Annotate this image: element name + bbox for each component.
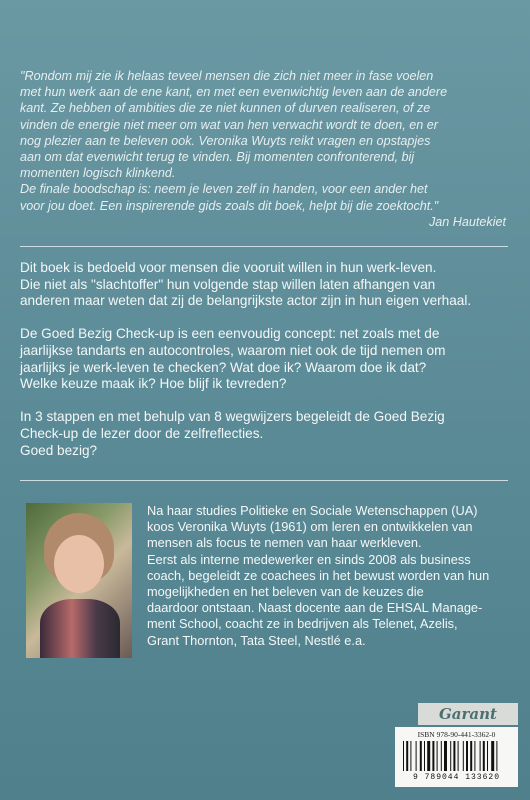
quote-line: aan om dat evenwicht terug te vinden. Bij momenten confronterend, bij bbox=[20, 150, 415, 165]
bio-line: daardoor ontstaan. Naast docente aan de EHSAL Manage- bbox=[147, 600, 483, 616]
bio-line: mogelijkheden en het beleven van de keuzes die bbox=[147, 584, 424, 600]
description-paragraph-2 bbox=[20, 326, 514, 392]
author-bio bbox=[147, 503, 517, 649]
barcode-stripe bbox=[437, 741, 438, 771]
barcode-stripe bbox=[474, 741, 475, 771]
quote-line: kant. Ze hebben of ambities die ze niet kunnen of durven realiseren, of ze bbox=[20, 101, 431, 116]
barcode-stripe bbox=[416, 741, 417, 771]
description-line: jaarlijkse tandarts en autocontroles, waarom niet ook de tijd nemen om bbox=[20, 342, 446, 358]
barcode-stripe bbox=[487, 741, 488, 771]
isbn-label: ISBN 978-90-441-3362-0 bbox=[417, 730, 496, 739]
barcode-stripe bbox=[496, 741, 497, 771]
author-photo-scarf bbox=[40, 599, 120, 658]
bio-line: Grant Thornton, Tata Steel, Nestlé e.a. bbox=[147, 632, 366, 648]
barcode-bars bbox=[403, 741, 511, 771]
quote-line: De finale boodschap is: neem je leven zelf in handen, voor een ander het bbox=[20, 182, 428, 197]
barcode-stripe bbox=[403, 741, 404, 771]
barcode bbox=[395, 727, 518, 787]
bio-line: ment School, coacht ze in bedrijven als Telenet, Azelis, bbox=[147, 616, 458, 632]
description-line: De Goed Bezig Check-up is een eenvoudig concept: net zoals met de bbox=[20, 326, 440, 342]
book-description bbox=[20, 260, 514, 476]
bio-line: Na haar studies Politieke en Sociale Wetenschappen (UA) bbox=[147, 503, 478, 518]
bio-line: coach, begeleidt ze coachees in het bewust worden van hun bbox=[147, 567, 490, 583]
divider-top bbox=[20, 246, 508, 247]
barcode-digits: 9 789044 133620 bbox=[412, 773, 500, 782]
description-line: anderen maar weten dat zij de belangrijkste actor zijn in hun eigen verhaal. bbox=[20, 293, 472, 309]
quote-line: vinden de energie niet meer om wat van hen verwacht wordt te doen, en er bbox=[20, 117, 438, 132]
description-line: Welke keuze maak ik? Hoe blijf ik tevreden? bbox=[20, 376, 287, 392]
barcode-stripe bbox=[410, 741, 411, 771]
author-photo-face bbox=[54, 535, 104, 593]
description-line: Check-up de lezer door de zelfreflecties. bbox=[20, 425, 264, 441]
quote-line: nog plezier aan te beleven ook. Veronika Wuyts reikt vragen en opstapjes bbox=[20, 133, 431, 148]
description-line: Die niet als "slachtoffer" hun volgende stap willen laten afhangen van bbox=[20, 276, 436, 292]
description-line: Dit boek is bedoeld voor mensen die vooruit willen in hun werk-leven. bbox=[20, 260, 437, 275]
bio-line: koos Veronika Wuyts (1961) om leren en ontwikkelen van bbox=[147, 519, 473, 535]
barcode-stripe bbox=[466, 741, 468, 771]
quote-line: momenten logisch klinkend. bbox=[20, 166, 176, 181]
barcode-stripe bbox=[480, 741, 481, 771]
description-line: In 3 stappen en met behulp van 8 wegwijzers begeleidt de Goed Bezig bbox=[20, 409, 445, 425]
endorsement-quote bbox=[20, 68, 514, 230]
barcode-stripe bbox=[491, 741, 494, 771]
barcode-stripe bbox=[470, 741, 472, 771]
barcode-stripe bbox=[444, 741, 447, 771]
quote-line: voor jou doet. Een inspirerende gids zoals dit boek, helpt bij die zoektocht." bbox=[20, 198, 439, 213]
barcode-stripe bbox=[483, 741, 485, 771]
description-paragraph-1 bbox=[20, 260, 514, 310]
barcode-stripe bbox=[420, 741, 422, 771]
description-line: Goed bezig? bbox=[20, 442, 98, 458]
quote-line: met hun werk aan de ene kant, en met een evenwichtig leven aan de andere bbox=[20, 85, 448, 100]
quote-line: "Rondom mij zie ik helaas teveel mensen die zich niet meer in fase voelen bbox=[20, 69, 434, 83]
publisher-logo: Garant bbox=[418, 703, 518, 725]
bio-line: mensen als focus te nemen van haar werkleven. bbox=[147, 535, 422, 551]
quote-author: Jan Hautekiet bbox=[428, 214, 506, 229]
description-line: jaarlijks je werk-leven te checken? Wat doe ik? Waarom doe ik dat? bbox=[20, 359, 427, 375]
barcode-stripe bbox=[450, 741, 451, 771]
barcode-stripe bbox=[453, 741, 455, 771]
author-photo bbox=[26, 503, 132, 658]
description-paragraph-3 bbox=[20, 409, 514, 459]
barcode-stripe bbox=[441, 741, 442, 771]
barcode-stripe bbox=[406, 741, 408, 771]
bio-line: Eerst als interne medewerker en sinds 2008 als business bbox=[147, 551, 471, 567]
barcode-stripe bbox=[427, 741, 430, 771]
divider-bottom bbox=[20, 480, 508, 481]
barcode-stripe bbox=[463, 741, 464, 771]
barcode-stripe bbox=[432, 741, 434, 771]
barcode-stripe bbox=[424, 741, 425, 771]
barcode-stripe bbox=[458, 741, 459, 771]
